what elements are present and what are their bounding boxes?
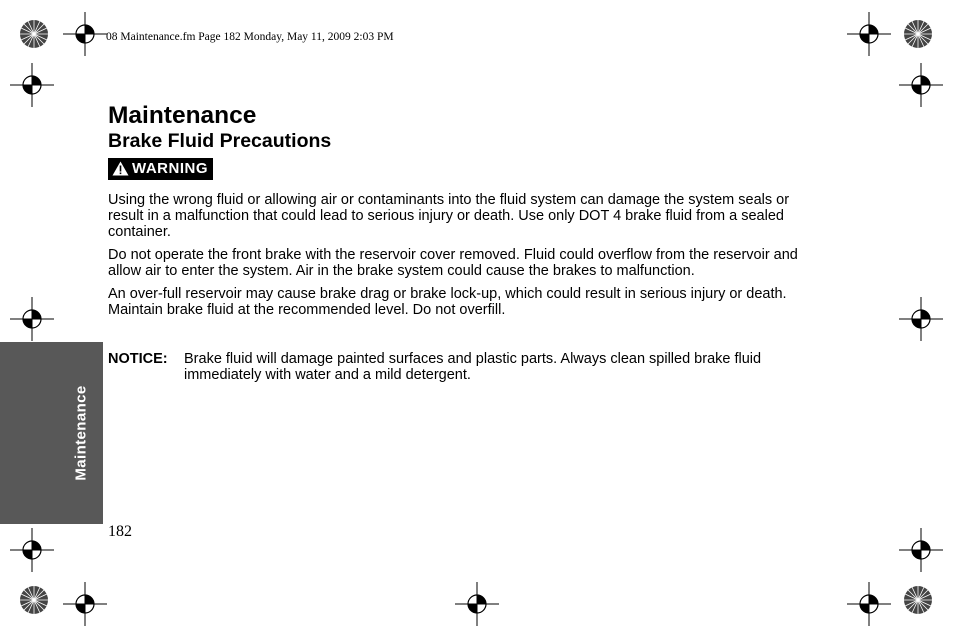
warning-paragraph: Using the wrong fluid or allowing air or contaminants into the fluid system can damage the system seals or result in a malfunction that could lead to serious injury or death. Use only DOT 4 brake fluid from a sealed container. [108, 192, 790, 240]
section-title: Brake Fluid Precautions [108, 130, 332, 152]
page-number: 182 [108, 523, 132, 540]
registration-mark-icon [10, 528, 54, 572]
registration-mark-icon [847, 582, 891, 626]
registration-mark-icon [899, 63, 943, 107]
notice-text: Brake fluid will damage painted surfaces and plastic parts. Always clean spilled brake fluid immediately with water and a mild detergent. [184, 351, 762, 383]
warning-badge [108, 158, 213, 180]
registration-mark-icon [10, 297, 54, 341]
warning-text-block [108, 192, 828, 318]
registration-mark-icon [899, 528, 943, 572]
star-target-mark-icon [903, 19, 933, 49]
main-content [108, 101, 828, 383]
warning-triangle-icon [112, 161, 129, 176]
notice-label: NOTICE: [108, 351, 168, 367]
warning-label: WARNING [132, 160, 208, 177]
notice-block [108, 351, 828, 383]
registration-mark-icon [899, 297, 943, 341]
print-header-info: 08 Maintenance.fm Page 182 Monday, May 11, 2009 2:03 PM [106, 31, 394, 43]
star-target-mark-icon [19, 585, 49, 615]
warning-paragraph: Do not operate the front brake with the reservoir cover removed. Fluid could overflow from the reservoir and allow air to enter the system. Air in the brake system could cause the brakes to malfunction. [108, 247, 798, 279]
warning-paragraph: An over-full reservoir may cause brake drag or brake lock-up, which could result in serious injury or death. Maintain brake fluid at the recommended level. Do not overfill. [108, 286, 787, 318]
chapter-title: Maintenance [108, 102, 257, 129]
registration-mark-icon [455, 582, 499, 626]
registration-mark-icon [10, 63, 54, 107]
registration-mark-icon [63, 582, 107, 626]
chapter-side-tab-label: Maintenance [72, 385, 90, 481]
star-target-mark-icon [903, 585, 933, 615]
registration-mark-icon [63, 12, 107, 56]
star-target-mark-icon [19, 19, 49, 49]
registration-mark-icon [847, 12, 891, 56]
